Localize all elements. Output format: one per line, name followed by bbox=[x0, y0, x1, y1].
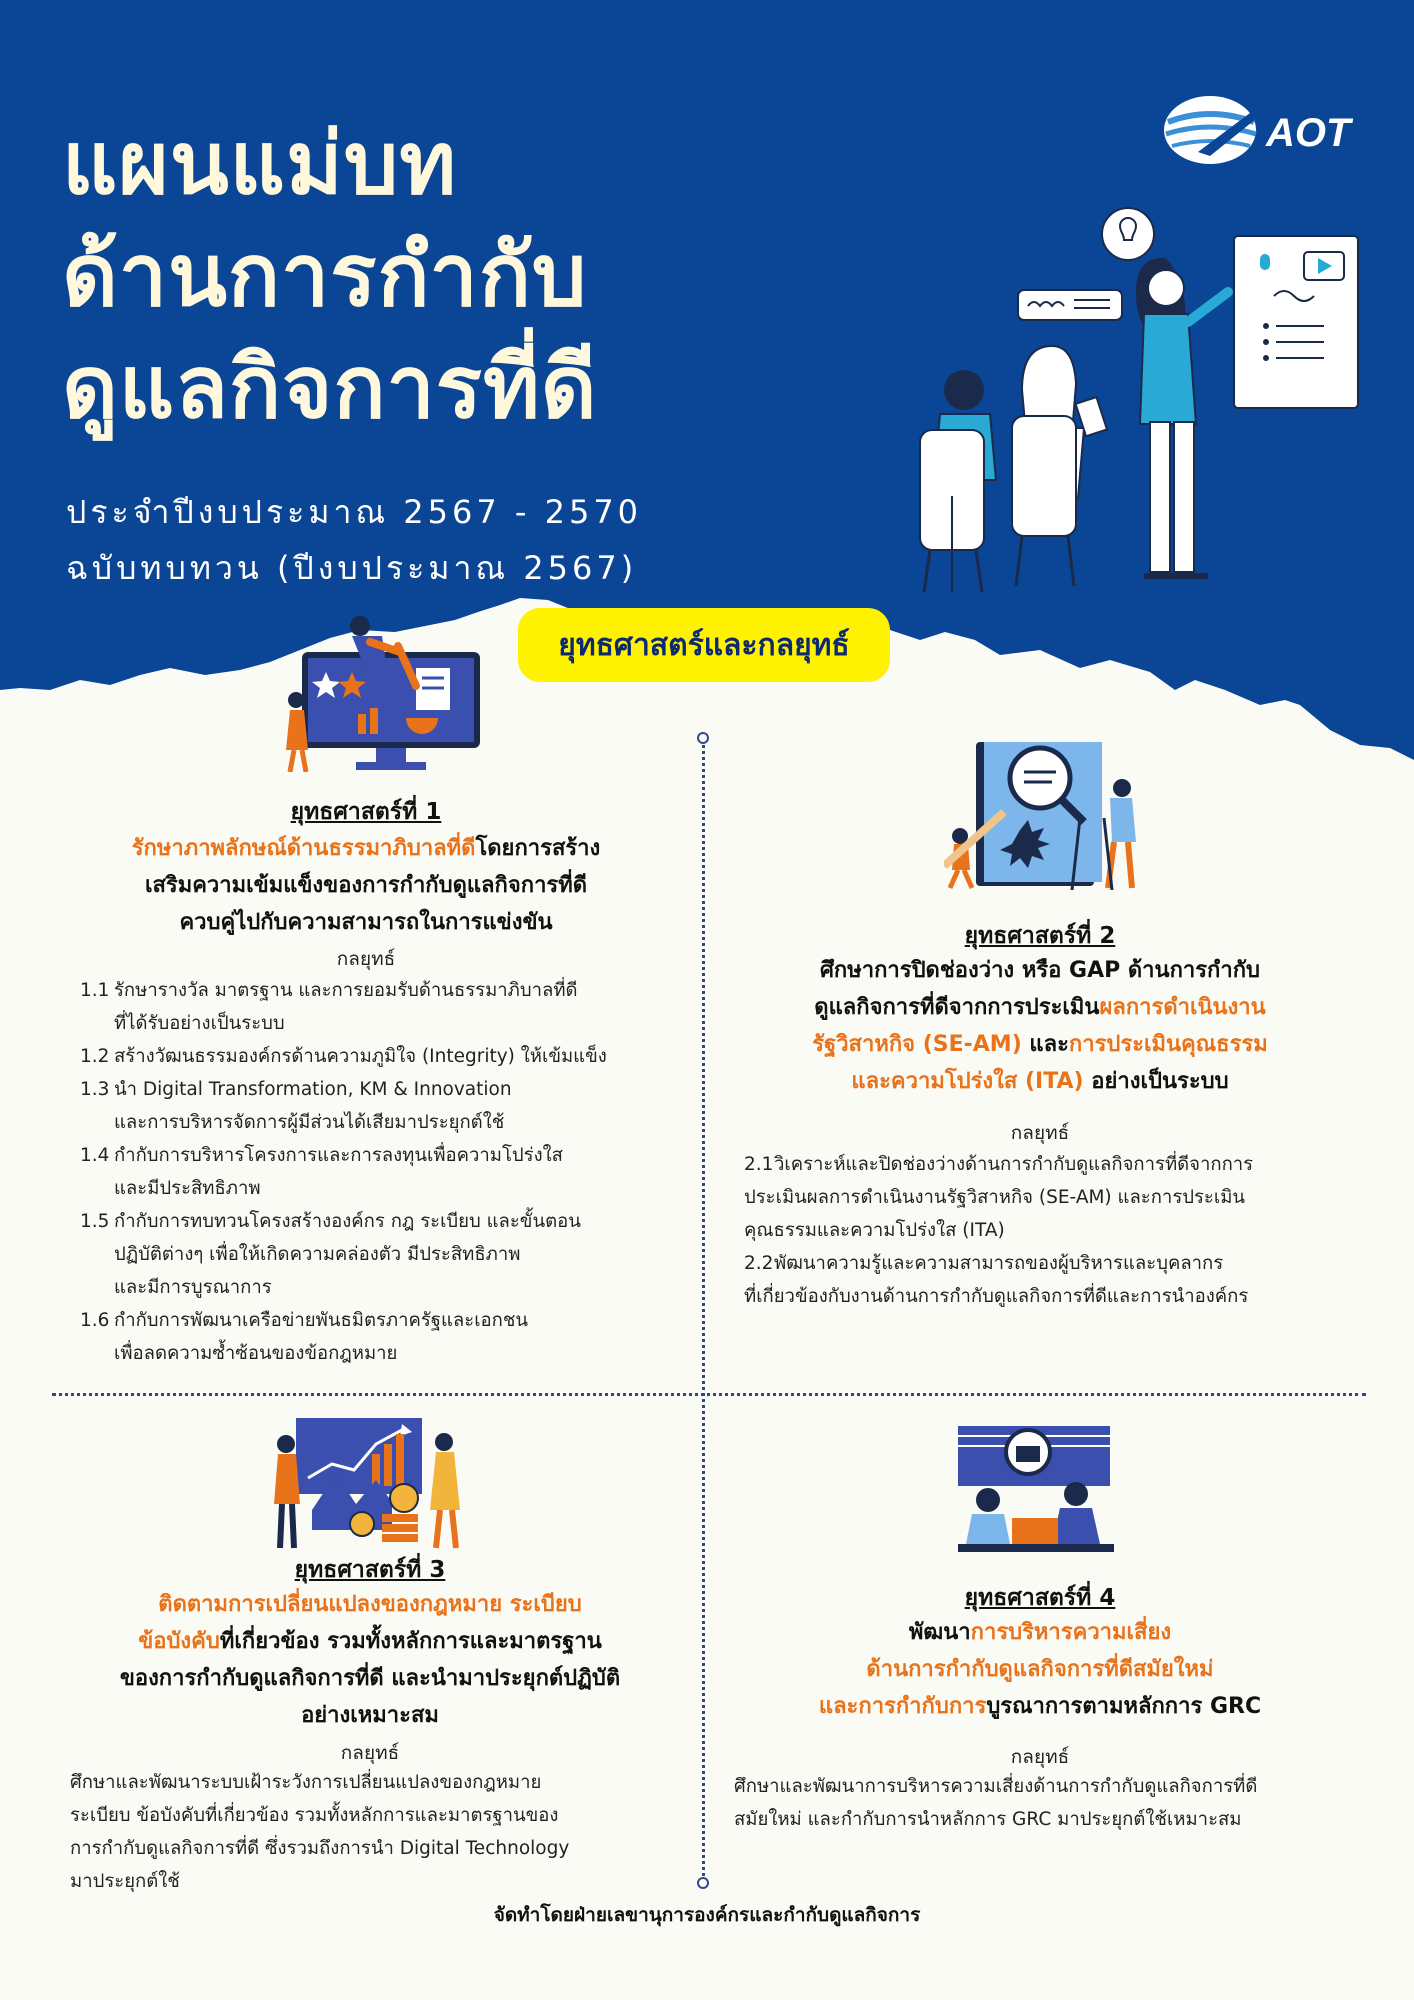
teamwork-laptop-illustration bbox=[954, 1422, 1118, 1558]
title-line-2: ด้านการกำกับ bbox=[62, 226, 588, 326]
strategy-3-heading-line-1: ติดตามการเปลี่ยนแปลงของกฎหมาย ระเบียบ bbox=[158, 1592, 582, 1617]
footer-credit: จัดทำโดยฝ่ายเลขานุการองค์กรและกำกับดูแลกิจการ bbox=[493, 1904, 921, 1926]
list-item: 1.4 กำกับการบริหารโครงการและการลงทุนเพื่อความโปร่งใส และมีประสิทธิภาพ bbox=[80, 1145, 563, 1199]
title-line-3: ดูแลกิจการที่ดี bbox=[62, 338, 598, 438]
subtitle bbox=[66, 484, 642, 596]
vertical-divider bbox=[702, 738, 705, 1882]
strategy-4-heading-line-1: พัฒนาการบริหารความเสี่ยง bbox=[908, 1620, 1172, 1645]
strategy-2-list bbox=[744, 1148, 1384, 1313]
strategy-3-paragraph: ศึกษาและพัฒนาระบบเฝ้าระวังการเปลี่ยนแปลงของกฎหมาย ระเบียบ ข้อบังคับที่เกี่ยวข้อง รวมทั้งหลักการและมาตรฐานของ การกำกับดูแลกิจการที่ดี ซึ่งรวมถึงการนำ Digital Technology มาประยุกต์ใช้ bbox=[70, 1772, 570, 1892]
list-item: 1.5 กำกับการทบทวนโครงสร้างองค์กร กฎ ระเบียบ และขั้นตอน ปฏิบัติต่างๆ เพื่อให้เกิดความคล่องตัว มีประสิทธิภาพ และมีการบูรณาการ bbox=[80, 1211, 581, 1298]
presentation-people-illustration bbox=[904, 196, 1364, 596]
horizontal-divider bbox=[52, 1393, 1366, 1396]
strategy-1-heading-line-3: ควบคู่ไปกับความสามารถในการแข่งขัน bbox=[179, 910, 553, 935]
list-item: 1.6 กำกับการพัฒนาเครือข่ายพันธมิตรภาครัฐและเอกชน เพื่อลดความซ้ำซ้อนของข้อกฎหมาย bbox=[80, 1310, 529, 1364]
strategy-3-heading bbox=[60, 1586, 680, 1734]
strategy-4-sub-label: กลยุทธ์ bbox=[1010, 1746, 1070, 1768]
list-item: 2.1 วิเคราะห์และปิดช่องว่างด้านการกำกับดูแลกิจการที่ดีจากการ ประเมินผลการดำเนินงานรัฐวิสาหกิจ (SE-AM) และการประเมิน คุณธรรมและความโปร่งใส (ITA) bbox=[744, 1154, 1254, 1241]
strategy-2-title: ยุทธศาสตร์ที่ 2 bbox=[964, 923, 1116, 949]
strategy-2-heading-line-3: รัฐวิสาหกิจ (SE-AM) และการประเมินคุณธรรม bbox=[812, 1032, 1268, 1057]
strategy-1-sub-label: กลยุทธ์ bbox=[336, 948, 396, 970]
list-item: 1.3 นำ Digital Transformation, KM & Innovation และการบริหารจัดการผู้มีส่วนได้เสียมาประยุกต์ใช้ bbox=[80, 1079, 512, 1133]
strategy-pill: ยุทธศาสตร์และกลยุทธ์ bbox=[518, 608, 890, 682]
strategy-2-heading bbox=[730, 952, 1350, 1100]
strategy-4-heading-line-3: และการกำกับการบูรณาการตามหลักการ GRC bbox=[818, 1694, 1262, 1719]
list-item: 1.2 สร้างวัฒนธรรมองค์กรด้านความภูมิใจ (Integrity) ให้เข้มแข็ง bbox=[80, 1046, 607, 1067]
title-line-1: แผนแม่บท bbox=[62, 114, 458, 214]
list-item: 1.1 รักษารางวัล มาตรฐาน และการยอมรับด้านธรรมาภิบาลที่ดี ที่ได้รับอย่างเป็นระบบ bbox=[80, 980, 578, 1034]
strategy-2-heading-line-4: และความโปร่งใส (ITA) อย่างเป็นระบบ bbox=[851, 1069, 1229, 1094]
strategy-1-heading-line-2: เสริมความเข้มแข็งของการกำกับดูแลกิจการที่ดี bbox=[144, 873, 588, 898]
strategy-3-sub-label: กลยุทธ์ bbox=[340, 1742, 400, 1764]
strategy-1-list bbox=[80, 974, 680, 1370]
strategy-2-sub-label: กลยุทธ์ bbox=[1010, 1122, 1070, 1144]
subtitle-line-2: ฉบับทบทวน (ปีงบประมาณ 2567) bbox=[66, 549, 638, 587]
growth-chart-illustration bbox=[272, 1414, 468, 1550]
strategy-3-heading-line-2: ข้อบังคับที่เกี่ยวข้อง รวมทั้งหลักการและมาตรฐาน bbox=[138, 1629, 602, 1654]
magnifier-document-illustration bbox=[944, 738, 1150, 890]
main-title bbox=[62, 108, 598, 444]
strategy-1-heading-line-1: รักษาภาพลักษณ์ด้านธรรมาภิบาลที่ดีโดยการสร้าง bbox=[131, 836, 601, 861]
strategy-4-title: ยุทธศาสตร์ที่ 4 bbox=[964, 1585, 1116, 1611]
strategy-1-heading bbox=[66, 830, 666, 941]
strategy-3-heading-line-4: อย่างเหมาะสม bbox=[301, 1703, 439, 1728]
strategy-4-heading bbox=[730, 1614, 1350, 1725]
divider-top-dot bbox=[697, 732, 709, 744]
strategy-4-heading-line-2: ด้านการกำกับดูแลกิจการที่ดีสมัยใหม่ bbox=[866, 1657, 1214, 1682]
subtitle-line-1: ประจำปีงบประมาณ 2567 - 2570 bbox=[66, 493, 643, 531]
dashboard-illustration bbox=[286, 612, 482, 772]
strategy-3-heading-line-3: ของการกำกับดูแลกิจการที่ดี และนำมาประยุกต์ปฏิบัติ bbox=[119, 1666, 621, 1691]
strategy-1-title: ยุทธศาสตร์ที่ 1 bbox=[290, 799, 442, 825]
divider-bottom-dot bbox=[697, 1877, 709, 1889]
strategy-2-heading-line-1: ศึกษาการปิดช่องว่าง หรือ GAP ด้านการกำกับ bbox=[819, 958, 1261, 983]
list-item: 2.2 พัฒนาความรู้และความสามารถของผู้บริหารและบุคลากร ที่เกี่ยวข้องกับงานด้านการกำกับดูแลกิจการที่ดีและการนำองค์กร bbox=[744, 1253, 1249, 1307]
strategy-3-title: ยุทธศาสตร์ที่ 3 bbox=[294, 1557, 446, 1583]
strategy-2-heading-line-2: ดูแลกิจการที่ดีจากการประเมินผลการดำเนินงาน bbox=[814, 995, 1266, 1020]
aot-logo bbox=[1158, 92, 1362, 168]
strategy-4-paragraph: ศึกษาและพัฒนาการบริหารความเสี่ยงด้านการกำกับดูแลกิจการที่ดี สมัยใหม่ และกำกับการนำหลักการ GRC มาประยุกต์ใช้เหมาะสม bbox=[734, 1776, 1258, 1830]
aot-logo-text: AOT bbox=[1266, 111, 1351, 155]
